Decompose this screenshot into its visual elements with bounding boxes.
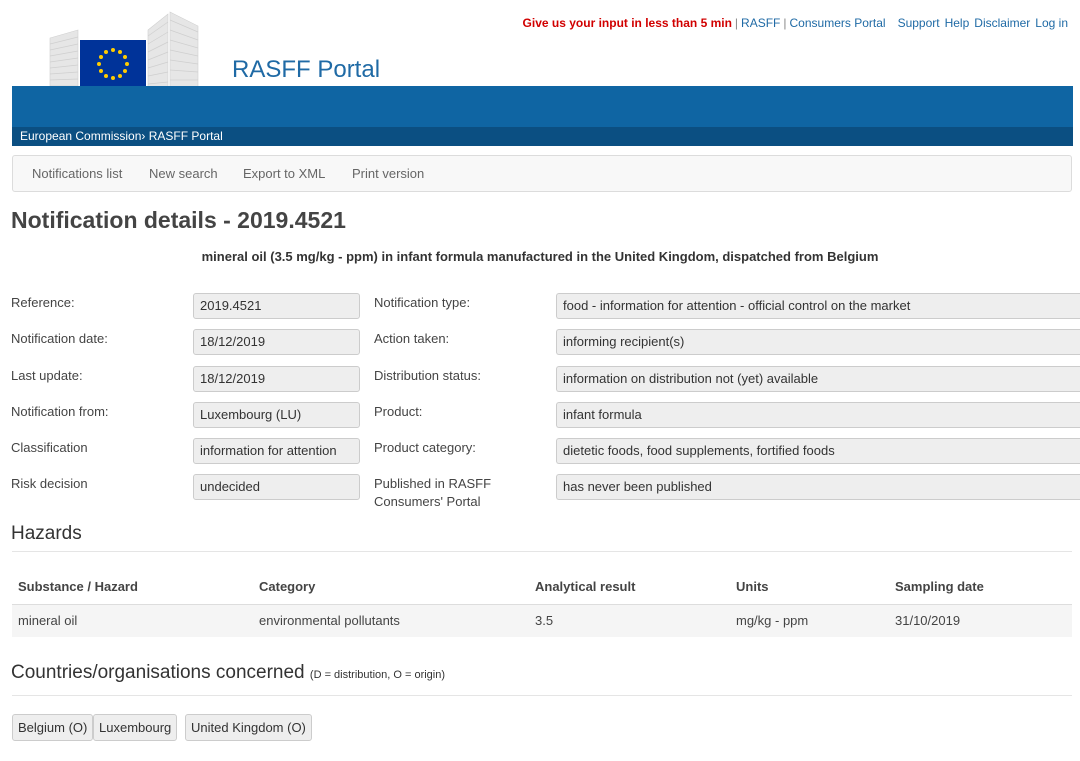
portal-title[interactable]: RASFF Portal <box>232 56 381 83</box>
col-substance-header: Substance / Hazard <box>18 579 138 594</box>
countries-divider <box>12 695 1072 696</box>
last-update-field: 18/12/2019 <box>193 366 360 392</box>
notification-date-label: Notification date: <box>11 331 108 346</box>
risk-decision-label: Risk decision <box>11 476 88 491</box>
published-label <box>374 475 491 511</box>
last-update-label: Last update: <box>11 368 83 383</box>
breadcrumb-separator-icon: › <box>141 129 146 143</box>
notification-subject: mineral oil (3.5 mg/kg - ppm) in infant formula manufactured in the United Kingdom, dispatched from Belgium <box>201 249 879 264</box>
countries-heading <box>11 662 445 684</box>
country-belgium[interactable]: Belgium (O) <box>12 714 93 741</box>
disclaimer-link[interactable]: Disclaimer <box>974 16 1031 30</box>
product-category-label: Product category: <box>374 440 476 455</box>
action-navbar <box>12 155 1072 192</box>
reference-label: Reference: <box>11 295 75 310</box>
notification-from-field: Luxembourg (LU) <box>193 402 360 428</box>
top-links: Give us your input in less than 5 min | RASFF | Consumers Portal Support Help Disclaimer Log in <box>522 16 1068 30</box>
classification-field: information for attention <box>193 438 360 464</box>
header-band <box>12 86 1073 128</box>
distribution-status-field: information on distribution not (yet) available <box>556 366 1080 392</box>
classification-label: Classification <box>11 440 88 455</box>
risk-decision-field: undecided <box>193 474 360 500</box>
published-label-line2: Consumers' Portal <box>374 494 481 509</box>
breadcrumb-item-rasff-portal[interactable]: RASFF Portal <box>148 129 223 143</box>
new-search-link[interactable]: New search <box>149 166 218 181</box>
notification-type-field: food - information for attention - official control on the market <box>556 293 1080 319</box>
page-title: Notification details - 2019.4521 <box>11 207 346 233</box>
cell-substance: mineral oil <box>18 613 78 628</box>
cell-sampling-date: 31/10/2019 <box>895 613 961 628</box>
action-taken-label: Action taken: <box>374 331 450 346</box>
product-label: Product: <box>374 404 423 419</box>
rasff-link[interactable]: RASFF <box>741 16 781 30</box>
cell-units: mg/kg - ppm <box>736 613 809 628</box>
cell-analytical-result: 3.5 <box>535 613 554 628</box>
feedback-link[interactable]: Give us your input in less than 5 min <box>522 16 732 30</box>
product-category-field: dietetic foods, food supplements, fortified foods <box>556 438 1080 464</box>
eu-flag-icon <box>80 40 146 88</box>
countries-legend: (D = distribution, O = origin) <box>309 669 446 681</box>
reference-field: 2019.4521 <box>193 293 360 319</box>
col-sampling-date-header: Sampling date <box>895 579 984 594</box>
hazards-heading: Hazards <box>11 523 82 544</box>
help-link[interactable]: Help <box>944 16 970 30</box>
support-link[interactable]: Support <box>897 16 940 30</box>
col-analytical-result-header: Analytical result <box>535 579 636 594</box>
published-field: has never been published <box>556 474 1080 500</box>
cell-category: environmental pollutants <box>259 613 400 628</box>
product-field: infant formula <box>556 402 1080 428</box>
export-xml-link[interactable]: Export to XML <box>243 166 326 181</box>
notification-from-label: Notification from: <box>11 404 109 419</box>
login-link[interactable]: Log in <box>1035 16 1068 30</box>
countries-title: Countries/organisations concerned <box>11 662 305 683</box>
breadcrumb-item-european-commission[interactable]: European Commission <box>20 129 142 143</box>
distribution-status-label: Distribution status: <box>374 368 481 383</box>
hazards-divider <box>12 551 1072 552</box>
country-united-kingdom[interactable]: United Kingdom (O) <box>185 714 312 741</box>
notification-type-label: Notification type: <box>374 295 471 310</box>
notification-date-field: 18/12/2019 <box>193 329 360 355</box>
action-taken-field: informing recipient(s) <box>556 329 1080 355</box>
col-units-header: Units <box>736 579 769 594</box>
col-category-header: Category <box>259 579 316 594</box>
breadcrumb <box>12 127 1073 146</box>
print-version-link[interactable]: Print version <box>352 166 425 181</box>
consumers-portal-link[interactable]: Consumers Portal <box>789 16 886 30</box>
published-label-line1: Published in RASFF <box>374 476 492 491</box>
notifications-list-link[interactable]: Notifications list <box>32 166 123 181</box>
country-luxembourg[interactable]: Luxembourg <box>93 714 177 741</box>
